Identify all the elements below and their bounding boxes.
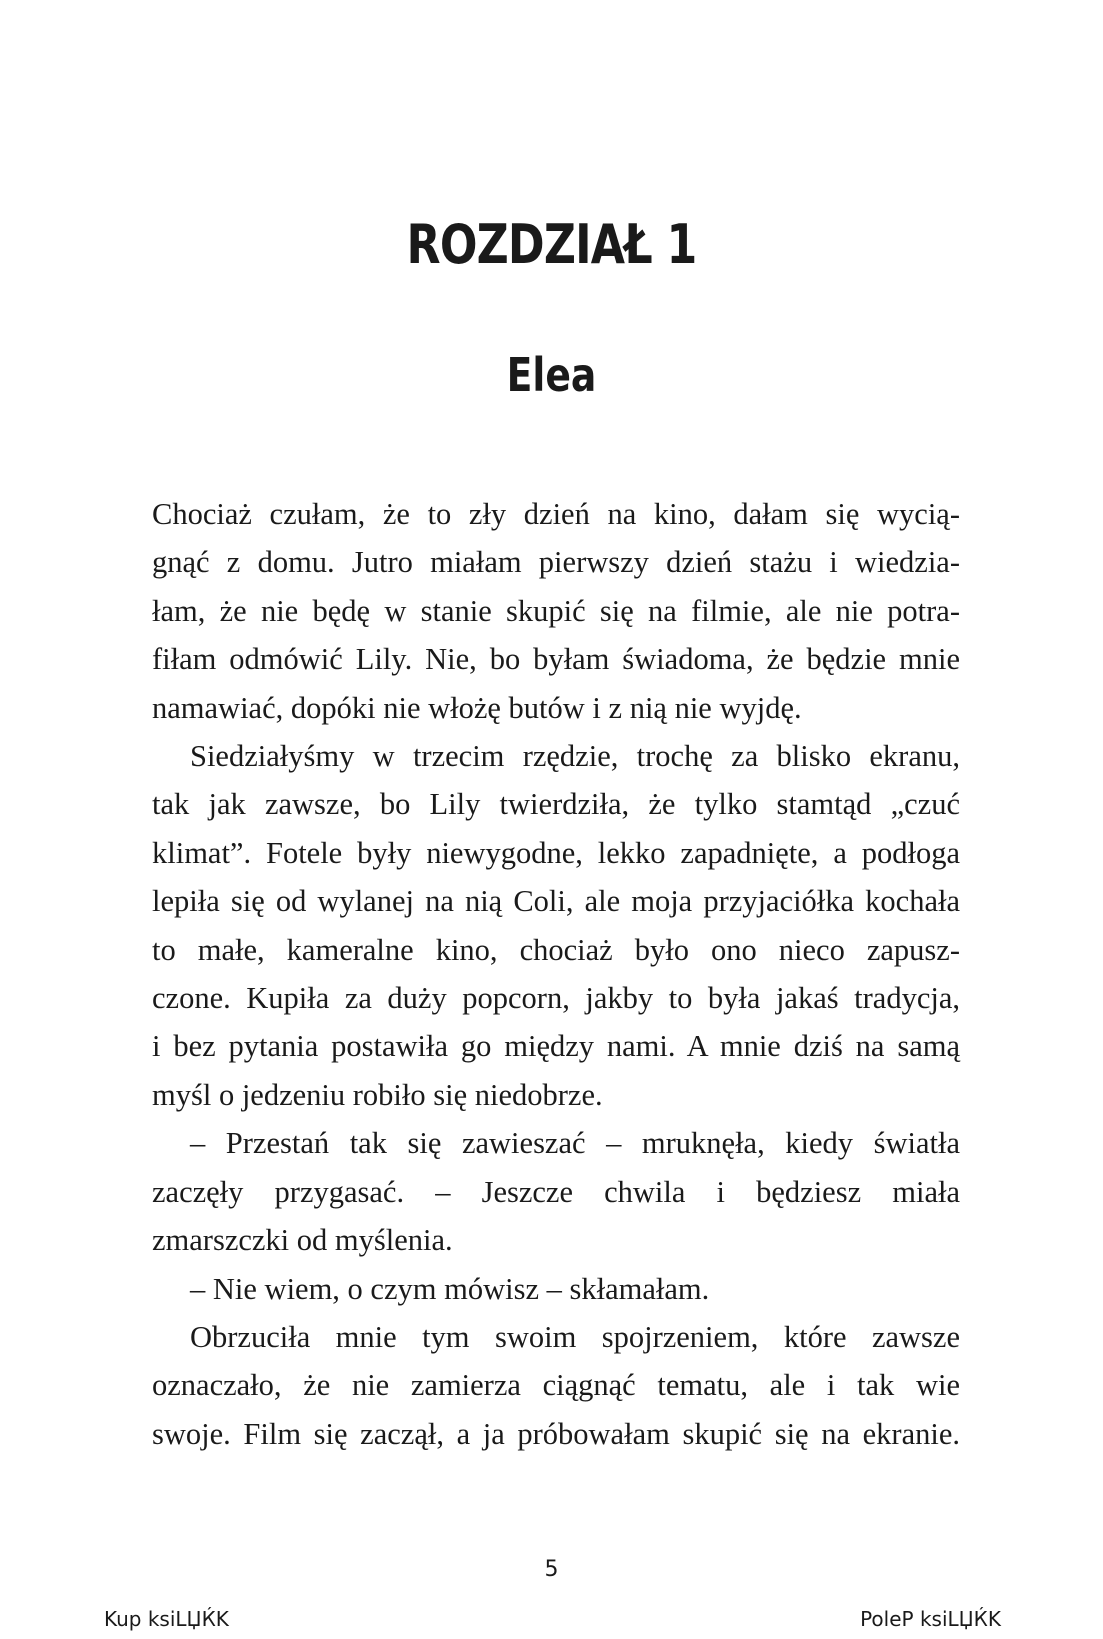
text-line: – Nie wiem, o czym mówisz – skłamałam. bbox=[190, 1271, 710, 1306]
paragraph bbox=[152, 732, 960, 1119]
paragraph bbox=[152, 1313, 960, 1458]
paragraph bbox=[152, 1119, 960, 1264]
text-line: swoje. Film się zaczął, a ja próbowałam skupić się na ekranie. bbox=[152, 1416, 960, 1451]
text-line: czone. Kupiła za duży popcorn, jakby to była jakaś tradycja, bbox=[152, 981, 960, 1016]
buy-book-link[interactable]: Kup ksiLЏЌK bbox=[104, 1607, 229, 1631]
text-line: tak jak zawsze, bo Lily twierdziła, że tylko stamtąd „czuć bbox=[152, 787, 960, 822]
text-line: oznaczało, że nie zamierza ciągnąć tematu, ale i tak wie bbox=[152, 1368, 960, 1403]
recommend-book-link[interactable]: PoleP ksiLЏЌK bbox=[860, 1607, 1001, 1631]
text-line: lepiła się od wylanej na nią Coli, ale moja przyjaciółka kochała bbox=[152, 884, 960, 919]
paragraph bbox=[152, 1265, 960, 1313]
text-line: to małe, kameralne kino, chociaż było ono nieco zapusz- bbox=[152, 932, 960, 967]
text-line: łam, że nie będę w stanie skupić się na filmie, ale nie potra- bbox=[152, 593, 960, 628]
chapter-body bbox=[152, 490, 960, 1458]
chapter-subtitle: Elea bbox=[506, 348, 597, 402]
paragraph bbox=[152, 490, 960, 732]
text-line: myśl o jedzeniu robiło się niedobrze. bbox=[152, 1077, 603, 1112]
text-line: Obrzuciła mnie tym swoim spojrzeniem, które zawsze bbox=[190, 1319, 960, 1354]
text-line: – Przestań tak się zawieszać – mruknęła, kiedy światła bbox=[190, 1126, 960, 1161]
text-line: fiłam odmówić Lily. Nie, bo byłam świadoma, że będzie mnie bbox=[152, 642, 960, 677]
text-line: klimat”. Fotele były niewygodne, lekko zapadnięte, a podłoga bbox=[152, 835, 960, 870]
page-number: 5 bbox=[544, 1557, 559, 1582]
text-line: Siedziałyśmy w trzecim rzędzie, trochę za blisko ekranu, bbox=[190, 739, 960, 774]
chapter-title: ROZDZIAŁ 1 bbox=[406, 213, 697, 276]
text-line: zmarszczki od myślenia. bbox=[152, 1223, 453, 1258]
text-line: Chociaż czułam, że to zły dzień na kino, dałam się wycią- bbox=[152, 497, 960, 531]
text-line: gnąć z domu. Jutro miałam pierwszy dzień stażu i wiedzia- bbox=[152, 545, 960, 580]
text-line: zaczęły przygasać. – Jeszcze chwila i będziesz miała bbox=[152, 1174, 960, 1209]
text-line: namawiać, dopóki nie włożę butów i z nią nie wyjdę. bbox=[152, 690, 802, 725]
text-line: i bez pytania postawiła go między nami. A mnie dziś na samą bbox=[152, 1029, 960, 1064]
